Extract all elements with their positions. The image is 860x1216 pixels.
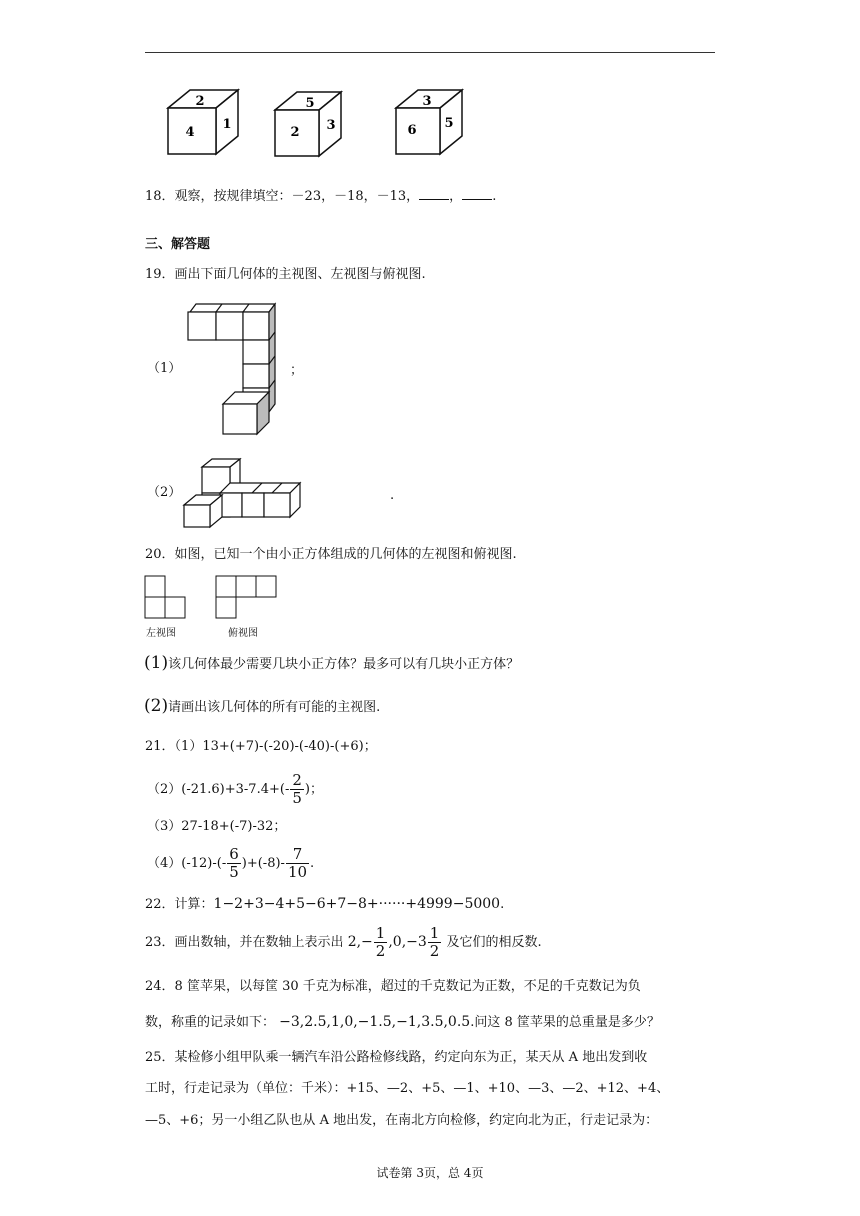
question-18 [145, 187, 496, 206]
q19-figure-1 [185, 300, 285, 440]
top-view-label: 俯视图 [228, 628, 258, 639]
section-heading: 三、解答题 [145, 237, 211, 252]
q18-sep: ， [449, 189, 463, 204]
q18-blank-1 [419, 187, 449, 200]
q24-line2-post: .问这 8 筐苹果的总重量是多少？ [470, 1015, 660, 1030]
q21-p4-pre: （4）(-12)-(- [147, 856, 227, 871]
q18-end: . [492, 189, 497, 204]
die-1-front: 4 [185, 125, 195, 140]
q23-post: 及它们的相反数. [446, 935, 542, 950]
header-rule [145, 52, 715, 53]
left-view-label: 左视图 [146, 628, 176, 639]
q23-sign: ,− [356, 934, 373, 950]
q24-line2-pre: 数，称重的记录如下： [145, 1015, 276, 1030]
q21-p2-pre: （2）(-21.6)+3-7.4+(- [147, 782, 290, 797]
die-1 [168, 90, 238, 154]
q23-value-3: ,0,−3 [388, 934, 427, 950]
die-3 [396, 90, 462, 154]
die-3-top: 3 [422, 94, 432, 109]
q23-fraction-2: $\frac{1}{2}$ [429, 924, 440, 960]
q20-p1-num: (1) [144, 653, 169, 673]
q21-p4-fraction-2: $\frac{7}{10}$ [287, 845, 308, 881]
q20-p2-text: 请画出该几何体的所有可能的主视图. [168, 700, 381, 715]
q22-text: 22．计算： [145, 897, 214, 912]
left-view-figure [144, 575, 194, 623]
q20-p2-num: (2) [144, 696, 169, 716]
q21-p4-mid: )+(-8)- [241, 856, 285, 871]
q21-p2-fraction: $\frac{2}{5}$ [292, 771, 302, 807]
q19-end-2: . [390, 488, 395, 503]
q18-blank-2 [462, 187, 492, 200]
q24-line-1: 24．8 筐苹果，以每筐 30 千克为标准，超过的千克数记为正数，不足的千克数记为负 [145, 979, 641, 994]
q21-part-3: （3）27-18+(-7)-32； [147, 819, 287, 834]
q24-weights: −3,2.5,1,0,−1.5,−1,3.5,0.5 [279, 1014, 471, 1030]
q21-p4-post: . [310, 856, 315, 871]
q19-end-1: ； [290, 363, 304, 378]
die-3-front: 6 [407, 123, 417, 138]
q21-part-4 [147, 844, 314, 884]
die-1-right: 1 [222, 117, 232, 132]
q21-part-2 [147, 770, 323, 810]
die-2-front: 2 [290, 125, 300, 140]
q21-part-1: 21．（1）13+(+7)-(-20)-(-40)-(+6)； [145, 739, 377, 754]
page-footer: 试卷第 3页，总 4页 [376, 1166, 484, 1180]
q20-p1-text: 该几何体最少需要几块小正方体？最多可以有几块小正方体？ [168, 657, 520, 672]
q25-line-1: 25．某检修小组甲队乘一辆汽车沿公路检修线路，约定向东为正，某天从 A 地出发到收 [145, 1050, 648, 1065]
q23-fraction-1: $\frac{1}{2}$ [375, 924, 386, 960]
question-22 [145, 895, 504, 914]
q21-p4-fraction-1: $\frac{6}{5}$ [229, 845, 239, 881]
die-3-right: 5 [444, 116, 454, 131]
q18-text: 18．观察，按规律填空：－23，－18，－13， [145, 189, 420, 204]
q22-expression: 1−2+3−4+5−6+7−8+······+4999−5000 [213, 896, 501, 912]
q23-pre: 23．画出数轴，并在数轴上表示出 [145, 935, 344, 950]
q22-end: . [500, 897, 505, 912]
q19-label-2: （2） [147, 485, 182, 500]
dice-figures [160, 88, 480, 160]
question-23 [145, 922, 542, 963]
die-1-top: 2 [195, 94, 205, 109]
q24-line-2 [145, 1013, 660, 1032]
q23-value-1: 2 [347, 934, 357, 950]
q19-label-1: （1） [147, 361, 182, 376]
q19-figure-2 [180, 455, 310, 530]
die-2-right: 3 [326, 118, 336, 133]
q21-p2-post: )； [304, 782, 323, 797]
die-2-top: 5 [305, 96, 315, 111]
q20-part-1 [144, 652, 519, 676]
q20-part-2 [144, 695, 380, 719]
q25-line-3: —5、+6；另一小组乙队也从 A 地出发，在南北方向检修，约定向北为正，行走记录为： [145, 1113, 659, 1128]
top-view-figure [215, 575, 281, 623]
question-19: 19．画出下面几何体的主视图、左视图与俯视图. [145, 267, 426, 282]
question-20: 20．如图，已知一个由小正方体组成的几何体的左视图和俯视图. [145, 547, 517, 562]
q25-line-2: 工时，行走记录为（单位：千米）：+15、—2、+5、—1、+10、—3、—2、+12、+4、 [145, 1081, 670, 1096]
die-2 [275, 92, 341, 156]
